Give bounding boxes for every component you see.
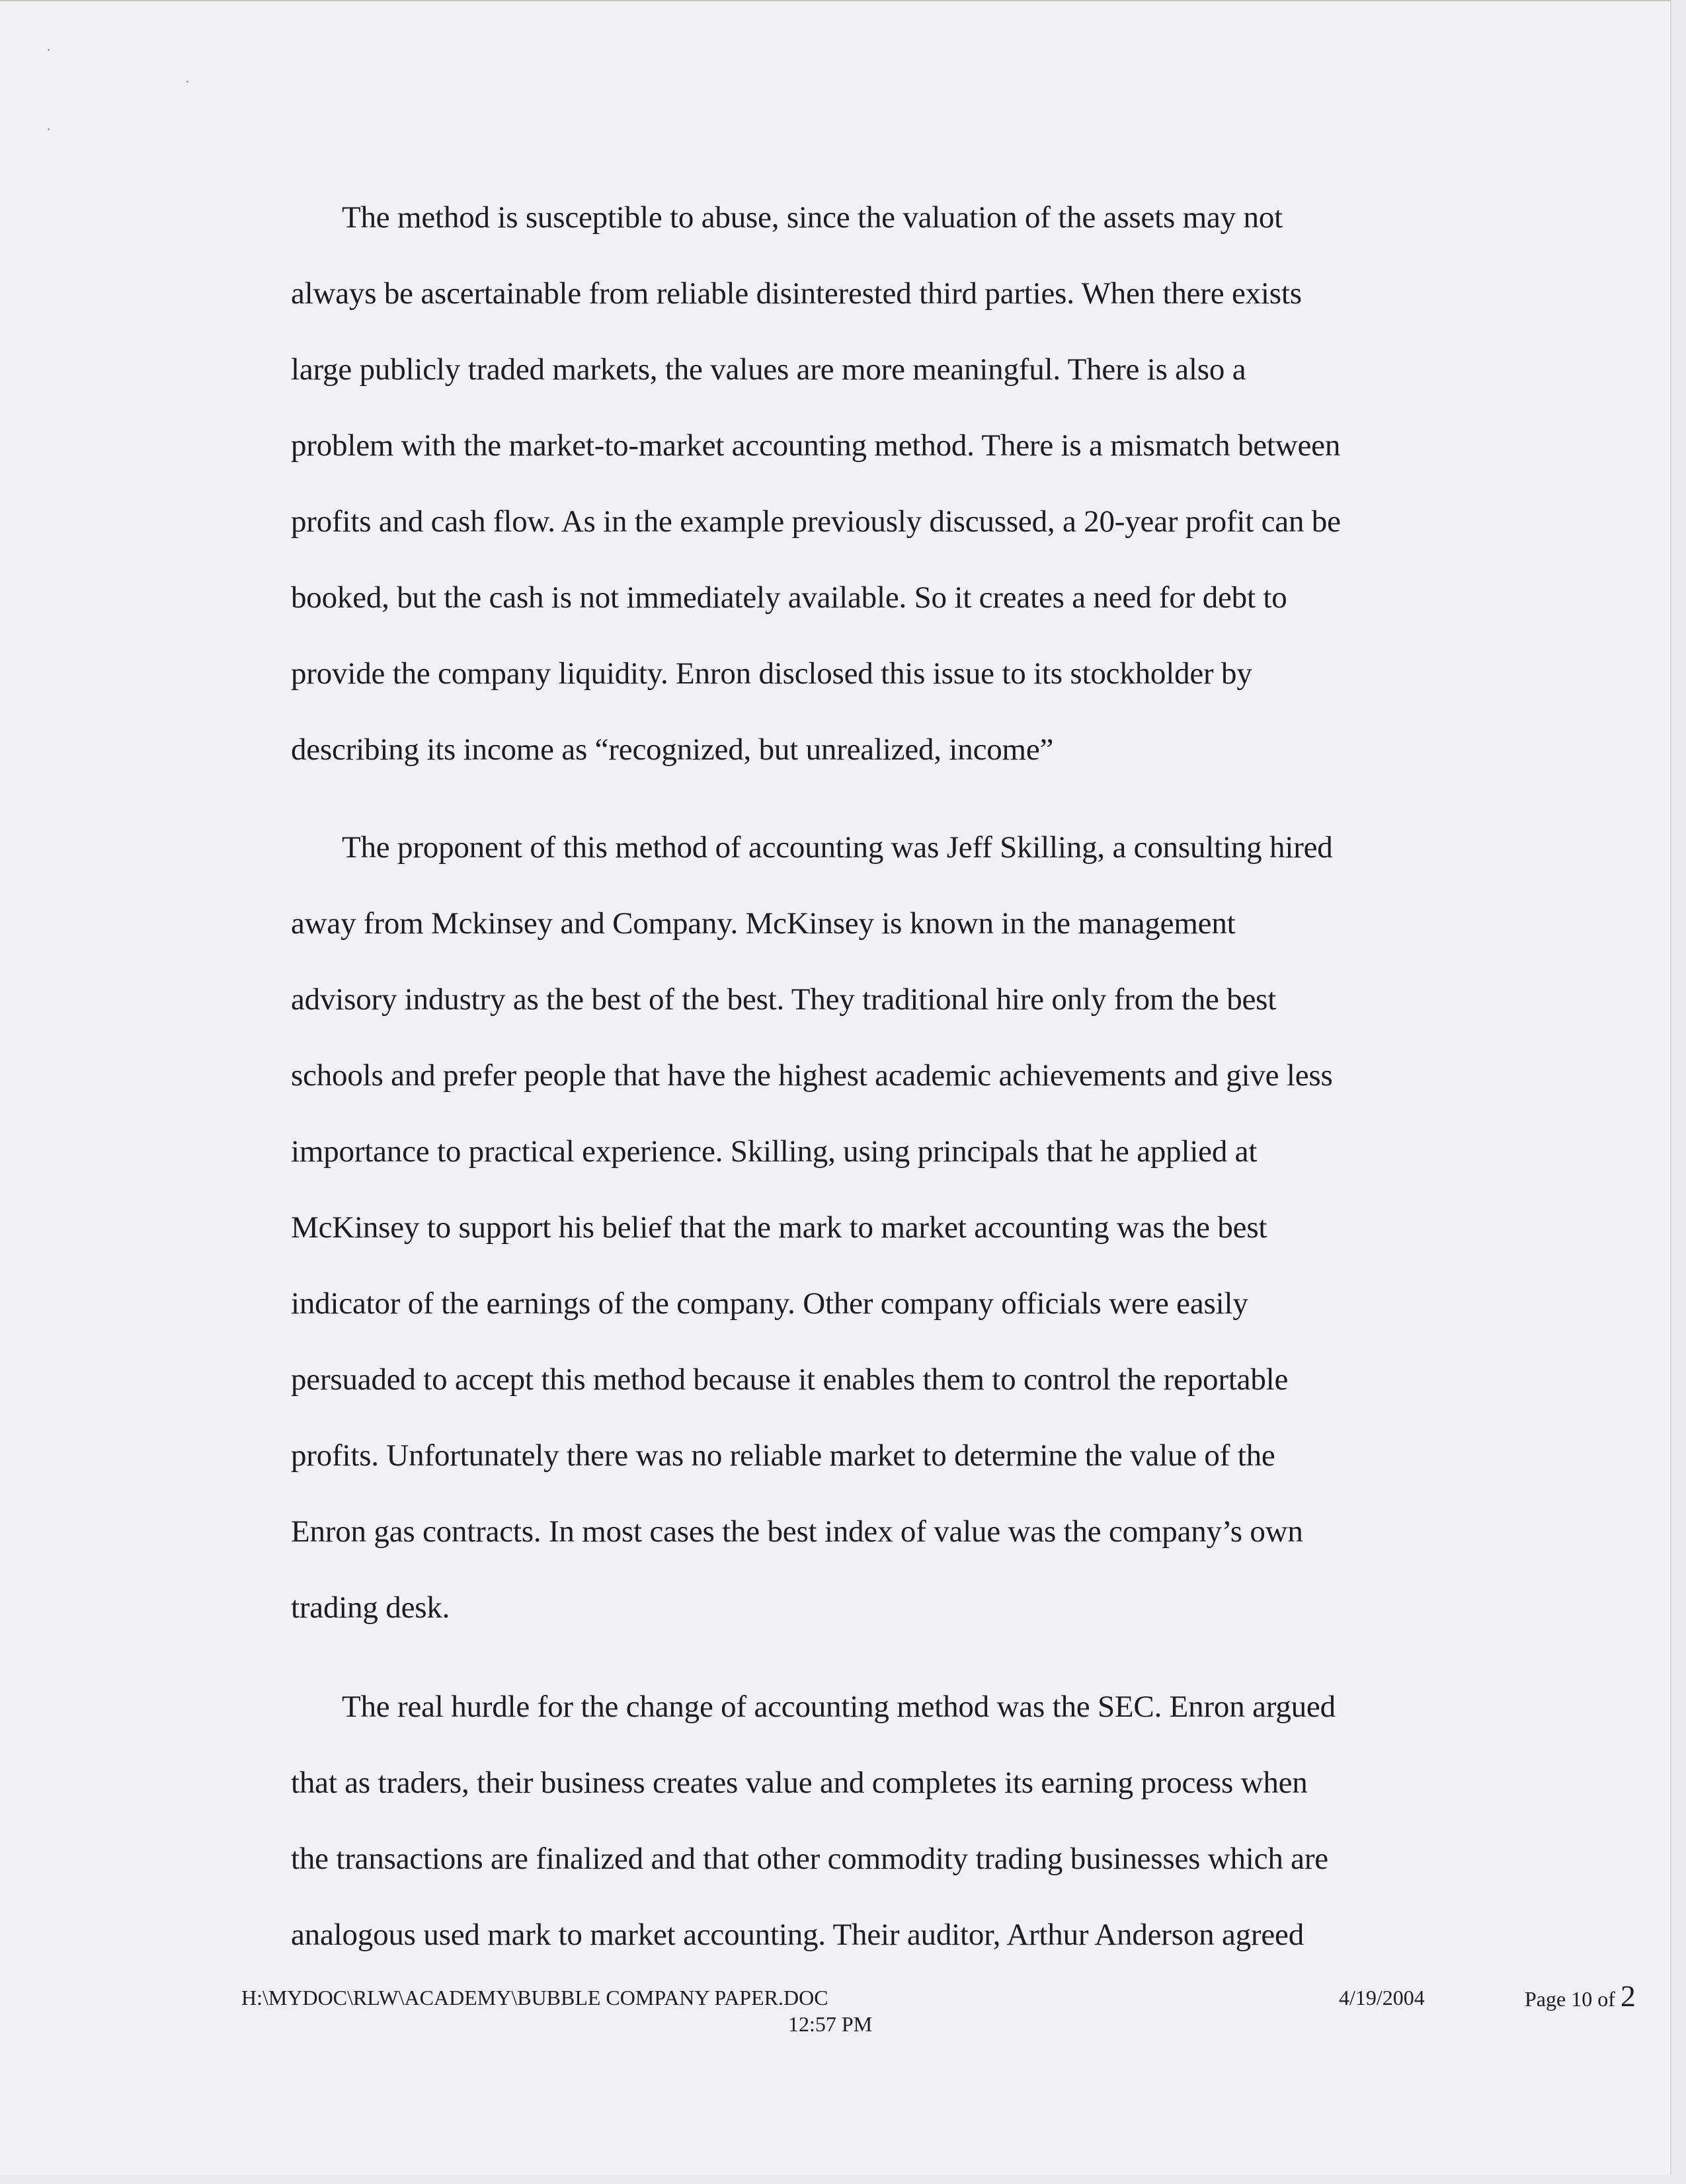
paragraph-3-line-4: analogous used mark to market accounting. Their auditor, Arthur Anderson agreed <box>291 1918 1305 1952</box>
footer-page-total: 2 <box>1620 1979 1636 2013</box>
paragraph-2-line-3: advisory industry as the best of the best. They traditional hire only from the best <box>291 982 1277 1017</box>
footer-page-prefix: Page 10 of <box>1525 1987 1621 2011</box>
paragraph-2-line-11: trading desk. <box>291 1590 450 1625</box>
footer-time: 12:57 PM <box>788 2012 873 2036</box>
paragraph-2-line-8: persuaded to accept this method because it enables them to control the reportable <box>291 1362 1289 1397</box>
paragraph-1-line-7: provide the company liquidity. Enron disclosed this issue to its stockholder by <box>291 656 1252 691</box>
paragraph-2-line-9: profits. Unfortunately there was no reliable market to determine the value of the <box>291 1438 1275 1473</box>
paragraph-3-line-2: that as traders, their business creates value and completes its earning process when <box>291 1766 1308 1800</box>
footer-page-number <box>1525 1979 1636 2013</box>
paragraph-2-line-7: indicator of the earnings of the company. Other company officials were easily <box>291 1286 1248 1321</box>
footer-date: 4/19/2004 <box>1339 1986 1425 2009</box>
paragraph-1-line-1: The method is susceptible to abuse, since the valuation of the assets may not <box>342 200 1283 235</box>
paragraph-2-line-1: The proponent of this method of accounting was Jeff Skilling, a consulting hired <box>342 830 1333 865</box>
paragraph-3-line-3: the transactions are finalized and that other commodity trading businesses which are <box>291 1842 1328 1876</box>
paragraph-2-line-10: Enron gas contracts. In most cases the best index of value was the company’s own <box>291 1514 1303 1549</box>
paragraph-2-line-2: away from Mckinsey and Company. McKinsey is known in the management <box>291 906 1236 941</box>
scan-speck <box>186 81 188 83</box>
paragraph-3-line-1: The real hurdle for the change of accounting method was the SEC. Enron argued <box>342 1690 1336 1724</box>
footer-file-path: H:\MYDOC\RLW\ACADEMY\BUBBLE COMPANY PAPER.DOC <box>241 1986 828 2009</box>
paragraph-1-line-6: booked, but the cash is not immediately available. So it creates a need for debt to <box>291 580 1287 615</box>
paragraph-1-line-2: always be ascertainable from reliable disinterested third parties. When there exists <box>291 276 1302 311</box>
scan-speck <box>48 128 50 130</box>
paragraph-1-line-5: profits and cash flow. As in the example previously discussed, a 20-year profit can be <box>291 504 1341 539</box>
scan-speck <box>48 49 50 51</box>
paragraph-2-line-6: McKinsey to support his belief that the mark to market accounting was the best <box>291 1210 1267 1245</box>
paragraph-1-line-4: problem with the market-to-market accounting method. There is a mismatch between <box>291 428 1341 463</box>
paragraph-1-line-8: describing its income as “recognized, but unrealized, income” <box>291 732 1054 767</box>
paragraph-2-line-4: schools and prefer people that have the highest academic achievements and give less <box>291 1058 1333 1093</box>
paragraph-2-line-5: importance to practical experience. Skilling, using principals that he applied at <box>291 1134 1258 1169</box>
paragraph-1-line-3: large publicly traded markets, the values are more meaningful. There is also a <box>291 352 1246 387</box>
